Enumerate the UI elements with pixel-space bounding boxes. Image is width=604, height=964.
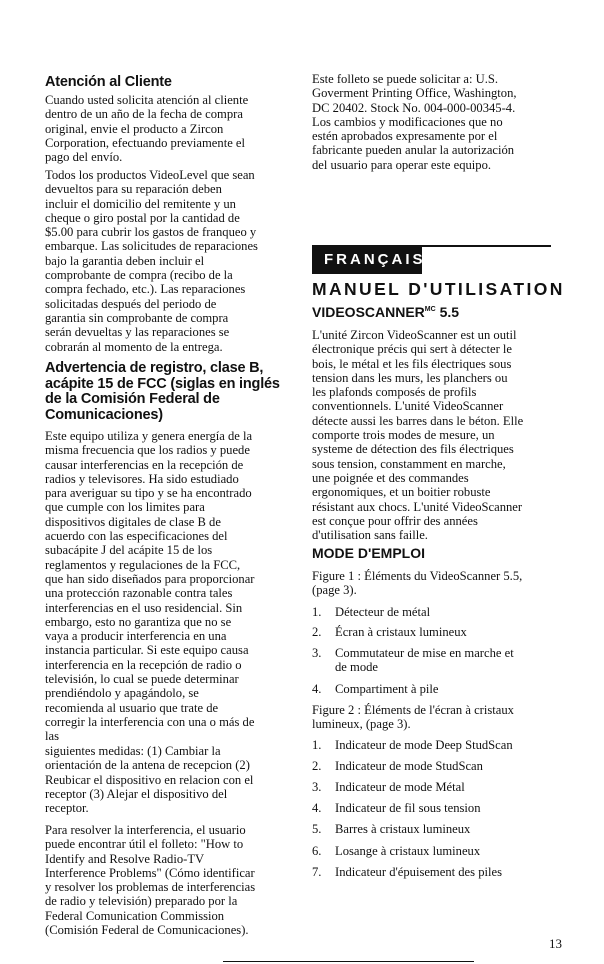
text-line: estén aprobados expresamente por el <box>312 129 498 144</box>
text-line: serán devueltas y las reparaciones se <box>45 325 230 340</box>
text-line: subacápite J del acápite 15 de los <box>45 543 213 558</box>
text-line: interferencias en el uso residencial. Sin <box>45 600 243 615</box>
text-line: résistant aux chocs. L'unité VideoScanner <box>312 499 523 514</box>
text-line: pago del envío. <box>45 150 123 165</box>
list-text: Losange à cristaux lumineux <box>335 844 481 858</box>
text-line: Reubicar el dispositivo en relacion con el <box>45 772 254 787</box>
manual-title: MANUEL D'UTILISATION <box>312 279 565 299</box>
text-line: acuerdo con las especificaciones del <box>45 529 228 544</box>
figure1-caption <box>312 569 557 598</box>
text-line: de la Comisión Federal de <box>45 391 220 407</box>
text-line: receptor. <box>45 801 89 816</box>
text-line: para averiguar su tipo y se ha encontrado <box>45 486 252 501</box>
text-line: électronique précis qui sert à détecter le <box>312 342 512 357</box>
list-text: Indicateur d'épuisement des piles <box>335 865 502 879</box>
list-text: Barres à cristaux lumineux <box>335 822 471 836</box>
text-line: las <box>45 729 59 744</box>
text-line: conventionnels. L'unité VideoScanner <box>312 399 504 414</box>
list-number: 2. <box>312 759 322 773</box>
list-item <box>312 738 513 752</box>
paragraph-customer-service <box>45 93 290 164</box>
paragraph-booklet-order <box>312 72 557 172</box>
list-number: 1. <box>312 738 322 752</box>
list-text: Indicateur de mode StudScan <box>335 759 483 773</box>
list-text: de mode <box>335 660 379 675</box>
list-item <box>312 682 439 696</box>
text-line: Goverment Printing Office, Washington, <box>312 86 517 101</box>
text-line: lumineux, (page 3). <box>312 717 411 732</box>
text-line: dentro de un año de la fecha de compra <box>45 107 243 122</box>
list-number: 7. <box>312 865 322 879</box>
paragraph-fcc-booklet <box>45 823 290 937</box>
list-item <box>312 801 481 815</box>
text-line: une poignée et des commandes <box>312 470 469 485</box>
list-text: Indicateur de fil sous tension <box>335 801 481 815</box>
list-text: Écran à cristaux lumineux <box>335 625 467 639</box>
text-line: embarque. Las solicitudes de reparaciones <box>45 239 258 254</box>
text-line: que cumple con los limites para <box>45 500 205 515</box>
list-item <box>312 625 467 639</box>
text-line: causar interferencias en la recepción de <box>45 457 244 472</box>
paragraph-fcc-statement <box>45 429 290 744</box>
list-number: 4. <box>312 801 322 815</box>
text-line: instancia particular. Si este equipo causa <box>45 643 249 658</box>
figure2-caption <box>312 703 557 732</box>
text-line: puede encontrar útil el folleto: "How to <box>45 837 244 852</box>
heading-atencion-al-cliente: Atención al Cliente <box>45 74 172 90</box>
paragraph-repair-returns <box>45 168 290 354</box>
list-number: 3. <box>312 780 322 794</box>
heading-mode-emploi: MODE D'EMPLOI <box>312 545 425 561</box>
text-line: orientación de la antena de recepcion (2) <box>45 758 250 773</box>
text-line: bois, le métal et les fils électriques sous <box>312 356 512 371</box>
text-line: televisión, lo cual se puede determinar <box>45 672 239 687</box>
list-item <box>312 605 430 619</box>
list-item <box>312 646 514 675</box>
text-line: acápite 15 de FCC (siglas en inglés <box>45 375 280 392</box>
text-line: incluir el domicilio del remitente y un <box>45 196 236 211</box>
text-line: sous tension, constamment en marche, <box>312 456 506 471</box>
text-line: Advertencia de registro, clase B, <box>45 360 264 376</box>
text-line: y resolver los problemas de interferencias <box>45 880 256 895</box>
text-line: Este equipo utiliza y genera energía de la <box>45 429 253 443</box>
text-line: bajo la garantia deben incluir el <box>45 253 205 268</box>
product-version: 5.5 <box>439 304 460 320</box>
text-line: DC 20402. Stock No. 004-000-00345-4. <box>312 100 516 115</box>
text-line: recomienda al usuario que trate de <box>45 700 219 715</box>
trademark-mark: MC <box>424 306 436 313</box>
list-text: Détecteur de métal <box>335 605 431 619</box>
text-line: reglamentos y regulaciones de la FCC, <box>45 557 241 572</box>
list-item <box>312 822 470 836</box>
text-line: tension dans les murs, les planchers ou <box>312 370 508 385</box>
text-line: Todos los productos VideoLevel que sean <box>45 168 255 182</box>
text-line: les plafonds composés de profils <box>312 385 477 400</box>
text-line: comprobante de compra (recibo de la <box>45 268 233 283</box>
text-line: embargo, esto no garantiza que no se <box>45 614 232 629</box>
text-line: original, envie el producto a Zircon <box>45 121 224 136</box>
text-line: vaya a producir interferencia en una <box>45 629 227 644</box>
list-text: Compartiment à pile <box>335 682 439 696</box>
text-line: de radio y televisión) preparado por la <box>45 894 238 909</box>
list-item <box>312 844 480 858</box>
text-line: radios y televisores. Ha sido estudiado <box>45 471 239 486</box>
text-line: interferencia en la recepción de radio o <box>45 657 242 672</box>
text-line: del usuario para operar este equipo. <box>312 157 492 172</box>
heading-fcc-warning <box>45 361 290 423</box>
text-line: comporte trois modes de mesure, un <box>312 428 495 443</box>
text-line: Interference Problems" (Cómo identificar <box>45 865 255 880</box>
list-text: Indicateur de mode Deep StudScan <box>335 738 513 752</box>
paragraph-intro <box>312 328 557 542</box>
text-line: $5.00 para cubrir los gastos de franqueo y <box>45 225 257 240</box>
product-subtitle <box>312 304 557 320</box>
text-line: est conçue pour offrir des années <box>312 513 478 528</box>
text-line: misma frecuencia que los radios y puede <box>45 443 250 458</box>
list-item <box>312 759 483 773</box>
list-text: Commutateur de mise en marche et <box>335 646 514 660</box>
text-line: Cuando usted solicita atención al cliente <box>45 93 249 107</box>
text-line: Para resolver la interferencia, el usuario <box>45 823 246 837</box>
text-line: d'utilisation sans faille. <box>312 528 428 543</box>
text-line: prendiéndolo y apagándolo, se <box>45 686 199 701</box>
list-number: 4. <box>312 682 322 696</box>
text-line: Figure 2 : Éléments de l'écran à cristaux <box>312 703 514 717</box>
text-line: Este folleto se puede solicitar a: U.S. <box>312 72 499 86</box>
list-number: 1. <box>312 605 322 619</box>
text-line: détecte aussi les barres dans le béton. Elle <box>312 413 524 428</box>
text-line: corregir la interferencia con una o más de <box>45 714 255 729</box>
bottom-rule <box>223 961 474 962</box>
list-number: 6. <box>312 844 322 858</box>
language-tab-francais: FRANÇAIS <box>312 245 422 274</box>
text-line: Federal Comunication Commission <box>45 908 225 923</box>
text-line: cobrarán al momento de la entrega. <box>45 339 223 354</box>
text-line: Corporation, efectuando previamente el <box>45 135 246 150</box>
text-line: cheque o giro postal por la cantidad de <box>45 210 240 225</box>
paragraph-fcc-measures <box>45 744 290 815</box>
text-line: que han sido diseñados para proporcionar <box>45 571 255 586</box>
text-line: devueltos para su reparación deben <box>45 182 222 197</box>
text-line: compra fechado, etc.). Las reparaciones <box>45 282 246 297</box>
list-number: 2. <box>312 625 322 639</box>
text-line: garantia sin comprobante de compra <box>45 310 229 325</box>
product-name: VIDEOSCANNER <box>312 304 425 320</box>
text-line: una protección razonable contra tales <box>45 586 233 601</box>
list-number: 5. <box>312 822 322 836</box>
text-line: Identify and Resolve Radio-TV <box>45 851 205 866</box>
list-item <box>312 780 465 794</box>
text-line: Comunicaciones) <box>45 406 163 423</box>
text-line: receptor (3) Alejar el dispositivo del <box>45 786 228 801</box>
text-line: fabricante pueden anular la autorización <box>312 143 515 158</box>
list-item <box>312 865 502 879</box>
text-line: dispositivos digitales de clase B de <box>45 514 221 529</box>
text-line: (Comisión Federal de Comunicaciones). <box>45 923 249 938</box>
page-number: 13 <box>549 936 562 951</box>
text-line: systeme de détection des fils électriques <box>312 442 514 457</box>
text-line: Figure 1 : Éléments du VideoScanner 5.5, <box>312 569 523 583</box>
text-line: (page 3). <box>312 583 357 598</box>
text-line: solicitadas después del periodo de <box>45 296 217 311</box>
list-text: Indicateur de mode Métal <box>335 780 465 794</box>
text-line: Los cambios y modificaciones que no <box>312 114 503 129</box>
text-line: siguientes medidas: (1) Cambiar la <box>45 744 221 758</box>
text-line: ergonomiques, et un boitier robuste <box>312 485 491 500</box>
list-number: 3. <box>312 646 322 660</box>
text-line: L'unité Zircon VideoScanner est un outil <box>312 328 517 342</box>
